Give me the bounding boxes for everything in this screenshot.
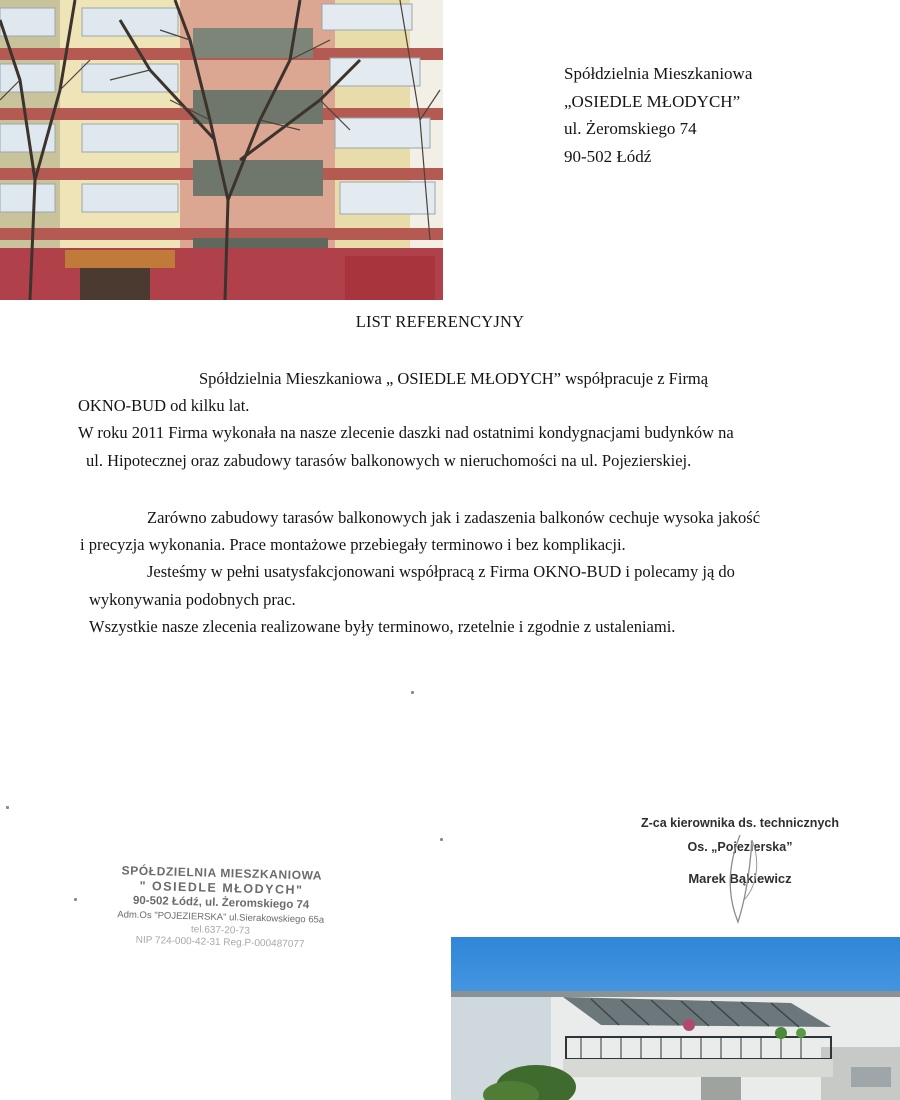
paragraph-line: W roku 2011 Firma wykonała na nasze zlecenie daszki nad ostatnimi kondygnacjami budynków na — [78, 423, 734, 443]
stamp-line: 90-502 Łódź, ul. Żeromskiego 74 — [132, 894, 310, 912]
paragraph-line: i precyzja wykonania. Prace montażowe przebiegały terminowo i bez komplikacji. — [80, 535, 626, 555]
company-stamp — [95, 863, 347, 953]
scan-speck — [74, 898, 77, 901]
paragraph-line: Zarówno zabudowy tarasów balkonowych jak i zadaszenia balkonów cechuje wysoka jakość — [147, 508, 761, 527]
sender-estate: „OSIEDLE MŁODYCH” — [564, 91, 741, 111]
handwritten-signature — [700, 830, 790, 930]
signatory-role: Z-ca kierownika ds. technicznych — [641, 816, 839, 830]
stamp-line: NIP 724-000-42-31 Reg.P-000487077 — [135, 934, 305, 951]
paragraph-line: wykonywania podobnych prac. — [89, 589, 296, 609]
balcony-photo — [451, 937, 900, 1100]
letter-paragraph-1 — [78, 365, 878, 474]
letter-paragraph-2 — [78, 504, 878, 640]
paragraph-line: OKNO-BUD od kilku lat. — [78, 396, 250, 416]
sender-street: ul. Żeromskiego 74 — [564, 119, 697, 138]
signatory-name: Marek Bąkiewicz — [688, 871, 792, 886]
document-title: LIST REFERENCYJNY — [355, 312, 525, 331]
paragraph-line: Spółdzielnia Mieszkaniowa „ OSIEDLE MŁODYCH” współpracuje z Firmą — [199, 369, 709, 388]
sender-city: 90-502 Łódź — [564, 146, 652, 166]
building-photo — [0, 0, 443, 300]
scan-speck — [440, 838, 443, 841]
sender-address — [564, 60, 752, 170]
sender-name: Spółdzielnia Mieszkaniowa — [564, 64, 753, 83]
paragraph-line: Wszystkie nasze zlecenia realizowane były terminowo, rzetelnie i zgodnie z ustaleniami. — [89, 616, 676, 636]
paragraph-line: Jesteśmy w pełni usatysfakcjonowani współpracą z Firma OKNO-BUD i polecamy ją do — [147, 562, 735, 582]
scan-speck — [411, 691, 414, 694]
signatory-estate: Os. „Pojezierska” — [687, 840, 793, 854]
stamp-line: " OSIEDLE MŁODYCH" — [139, 878, 304, 898]
stamp-line: Adm.Os "POJEZIERSKA" ul.Sierakowskiego 65a — [117, 909, 325, 926]
stamp-line: SPÓŁDZIELNIA MIESZKANIOWA — [121, 863, 323, 883]
paragraph-line: ul. Hipotecznej oraz zabudowy tarasów balkonowych w nieruchomości na ul. Pojezierskiej. — [86, 450, 692, 470]
scan-speck — [6, 806, 9, 809]
stamp-line: tel.637-20-73 — [190, 924, 251, 937]
